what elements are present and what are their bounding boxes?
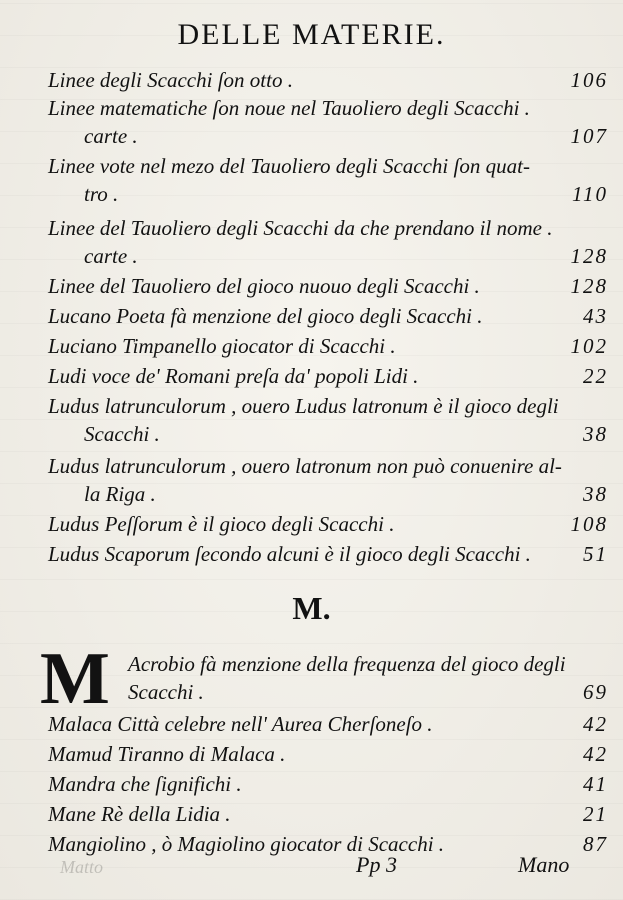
entry-text: Linee degli Scacchi ſon otto . [48, 68, 293, 92]
page-number: 128 [570, 244, 608, 268]
page-number: 22 [583, 364, 608, 388]
index-entry [48, 770, 608, 798]
entry-text: tro . [84, 182, 119, 206]
entry-text: Linee del Tauoliero degli Scacchi da che prendano il nome . [48, 216, 553, 240]
page-number: 69 [583, 680, 608, 704]
entry-text: Ludus latrunculorum , ouero Ludus latronum è il gioco degli [48, 394, 559, 418]
page-number: 41 [583, 772, 608, 796]
page-number: 128 [570, 274, 608, 298]
section-heading: M. [292, 590, 331, 626]
page-number: 42 [583, 742, 608, 766]
entry-text: Ludus latrunculorum , ouero latronum non può conuenire al- [48, 454, 562, 478]
entry-text: la Riga . [84, 482, 156, 506]
entry-text: Mamud Tiranno di Malaca . [48, 742, 286, 766]
page-number: 51 [583, 542, 608, 566]
page-number: 107 [570, 124, 608, 148]
bleed-through-text: Matto [60, 857, 103, 877]
page-number: 38 [583, 422, 608, 446]
entry-text: Scacchi . [128, 680, 204, 704]
page-number: 108 [570, 512, 608, 536]
entry-text: Mandra che ſignifichi . [48, 772, 242, 796]
entry-text: carte . [84, 124, 138, 148]
entry-text: Linee vote nel mezo del Tauoliero degli Scacchi ſon quat- [48, 154, 530, 178]
entry-text: Acrobio fà menzione della frequenza del gioco degli [128, 652, 566, 676]
entry-text: Linee matematiche ſon noue nel Tauoliero degli Scacchi . [48, 96, 530, 120]
index-entry [128, 650, 608, 678]
entry-text: Ludi voce de' Romani preſa da' popoli Lidi . [48, 364, 419, 388]
page-number: 102 [570, 334, 608, 358]
page-number: 38 [583, 482, 608, 506]
entry-text: Malaca Città celebre nell' Aurea Cherſoneſo . [48, 712, 433, 736]
entry-text: carte . [84, 244, 138, 268]
index-entry [48, 710, 608, 738]
entry-text: Ludus Scaporum ſecondo alcuni è il gioco degli Scacchi . [48, 542, 531, 566]
entry-text: Linee del Tauoliero del gioco nuouo degli Scacchi . [48, 274, 480, 298]
page-number: 43 [583, 304, 608, 328]
index-entry [48, 740, 608, 768]
entry-text: Luciano Timpanello giocator di Scacchi . [48, 334, 396, 358]
entry-text: Mane Rè della Lidia . [48, 802, 231, 826]
page-number: 110 [572, 182, 608, 206]
page-number: 106 [570, 68, 608, 92]
entry-text: Lucano Poeta fà menzione del gioco degli Scacchi . [48, 304, 483, 328]
catchword: Mano [518, 852, 570, 877]
page-header: DELLE MATERIE. [177, 18, 446, 51]
page-number: 21 [583, 802, 608, 826]
drop-capital: M [40, 638, 110, 720]
index-entry [48, 800, 608, 828]
page-number: 42 [583, 712, 608, 736]
entry-text: Mangiolino , ò Magiolino giocator di Scacchi . [48, 832, 445, 856]
page-number: 87 [583, 832, 608, 856]
entry-text: Ludus Peſſorum è il gioco degli Scacchi . [48, 512, 395, 536]
index-entry-continuation [128, 678, 608, 706]
entry-text: Scacchi . [84, 422, 160, 446]
signature-mark: Pp 3 [356, 852, 397, 877]
